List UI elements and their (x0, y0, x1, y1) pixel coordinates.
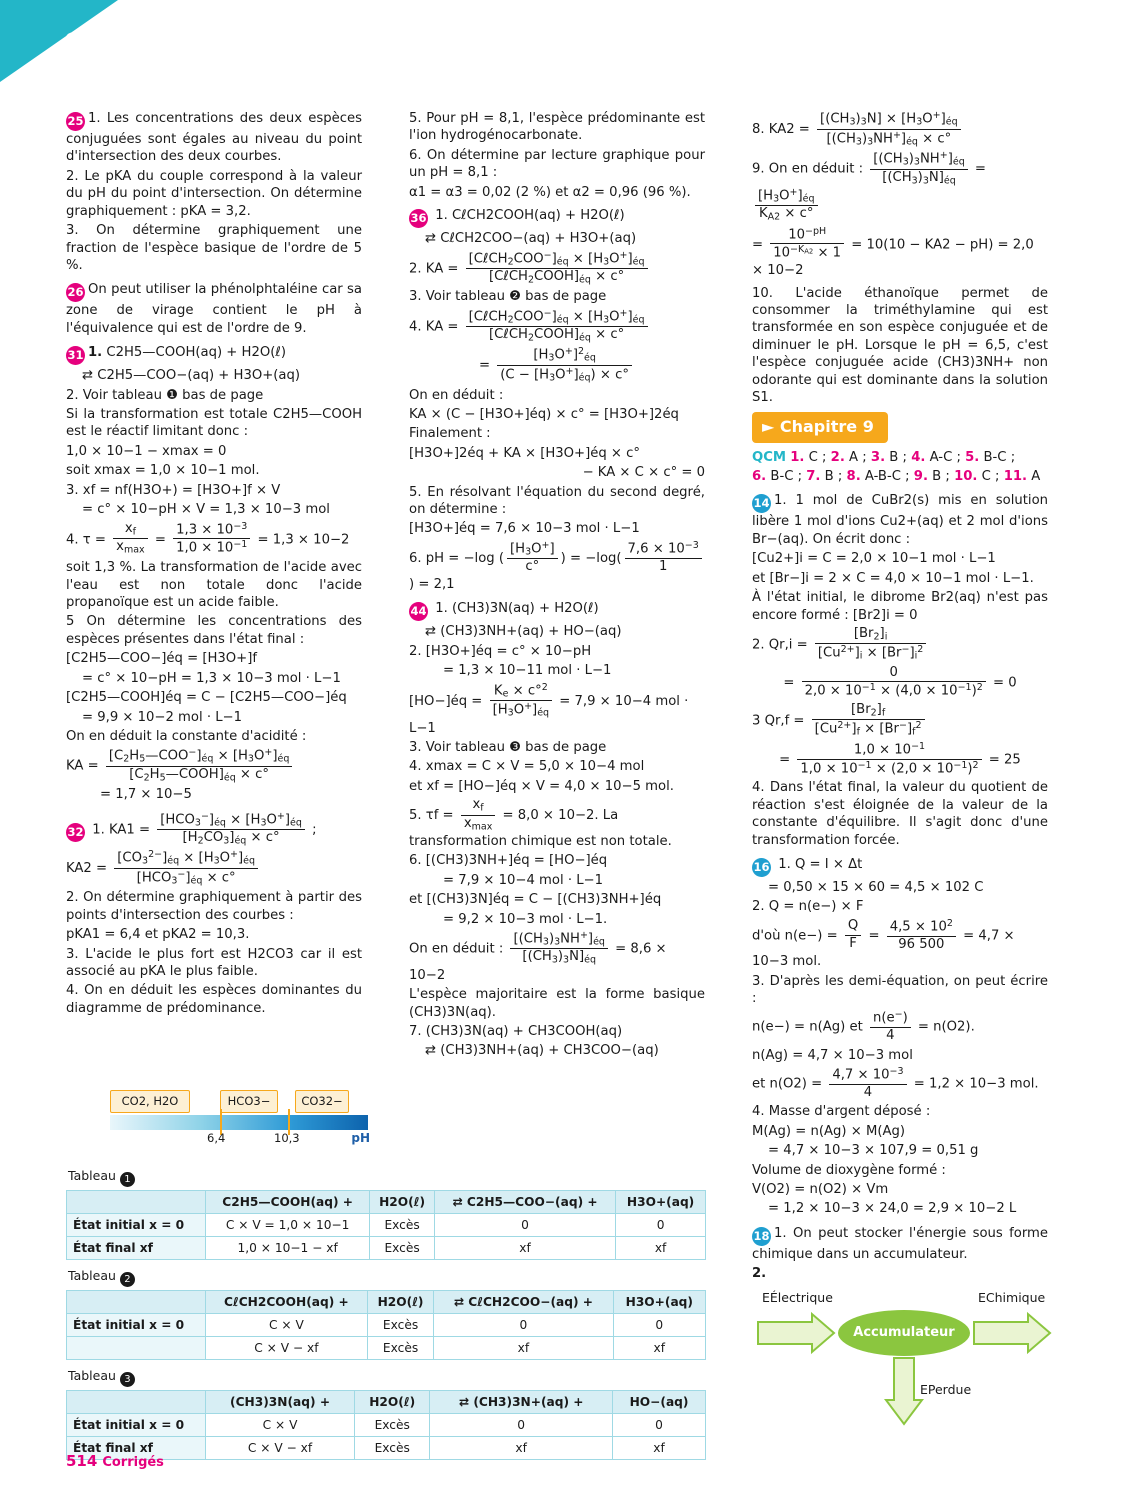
col2-item-6: 6. On détermine par lecture graphique pour un pH = 8,1 : (409, 147, 705, 181)
fraction-tau-values: $\frac{1,3 \times 10^{-3}}{1,0 \times 10^{-1}}$ (173, 521, 250, 558)
exercise-36-line6: KA × (C − [H3O+]éq) × c° = [H3O+]2éq (409, 406, 679, 422)
exercise-16-item-1: 16 1. Q = I × Δt (752, 856, 1048, 877)
exercise-16-item-4b: M(Ag) = n(Ag) × M(Ag) (752, 1123, 906, 1139)
qcm-ans-9: B (932, 469, 942, 484)
fraction-ka-36: $\frac{[C\ell CH_2COO^-]_{éq} \times [H_3O^+]_{éq}}{[C\ell CH_2COOH]_{éq} \times c^\circ}$ (466, 250, 648, 287)
exercise-44-item-7: 7. (CH3)3N(aq) + CH3COOH(aq) (409, 1023, 623, 1039)
exercise-26-item-1: On peut utiliser la phénolphtaléine car sa zone de virage contient le pH à l'équivalence qui est de l'ordre de 9. (66, 282, 362, 336)
exercise-44-item-6d: = 9,2 × 10−3 mol · L−1. (443, 911, 608, 927)
qcm-ans-5: B-C (983, 449, 1007, 465)
exercise-number-badge: 44 (409, 602, 428, 621)
row-label: État initial x = 0 (67, 1314, 206, 1337)
page-footer (66, 1452, 164, 1470)
row-label (67, 1337, 206, 1360)
fraction-ratio: $\frac{[(CH_3)_3NH^+]_{éq}}{[(CH_3)_3N]_{éq}}$ (510, 930, 607, 967)
exercise-31-eq1: C2H5—COOH(aq) + H2O(ℓ) (106, 345, 286, 361)
table-1-block (66, 1168, 706, 1260)
table-1-title: Tableau 1 (68, 1168, 706, 1187)
exercise-18-item-1: 1. On peut stocker l'énergie sous forme chimique dans un accumulateur. (752, 1225, 1048, 1262)
ph-box-0: CO2, H2O (110, 1090, 190, 1113)
exercise-44-eq2: ⇄ (CH3)3NH+(aq) + HO−(aq) (425, 624, 622, 640)
exercise-14-line2: [Cu2+]i = C = 2,0 × 10−1 mol · L−1 (752, 551, 996, 567)
qcm-label: QCM (752, 449, 787, 465)
qcm-ans-11: A (1031, 469, 1041, 484)
cell: Excès (367, 1337, 433, 1360)
th-4: H3O+(aq) (616, 1191, 706, 1214)
cell: xf (613, 1437, 706, 1460)
exercise-26 (66, 281, 362, 337)
exercise-16-item-3: 3. D'après les demi-équation, on peut écrire : (752, 973, 1048, 1006)
cell: 0 (613, 1414, 706, 1437)
page-header-title: Corrigés (64, 30, 170, 55)
fraction-ka-36b: $\frac{[C\ell CH_2COO^-]_{éq} \times [H_3O^+]_{éq}}{[C\ell CH_2COOH]_{éq} \times c^\circ}$ (466, 308, 648, 345)
th-2: H2O(ℓ) (370, 1191, 435, 1214)
qcm-num-5: 5. (965, 449, 980, 465)
exercise-14-item-3: 3 Qr,f = $\frac{[Br_2]_f}{[Cu^{2+}]_f \times [Br^-]_f^2}$ (752, 702, 1048, 739)
qcm-ans-2: A (849, 449, 859, 465)
cell: Excès (355, 1437, 430, 1460)
fraction-ho: $\frac{K_e \times c^\circ^2}{[H_3O^+]_{éq}}$ (490, 682, 553, 720)
exercise-31 (66, 344, 362, 803)
col3-item-9c: = $\frac{10^{-pH}}{10^{-K_{A2}} \times 1}$ = 10(10 − KA2 − pH) = 2,0 × 10−2 (752, 225, 1034, 279)
ph-tick-labels (110, 1130, 368, 1146)
fraction-qrf-values: $\frac{1,0 \times 10^{-1}}{1,0 \times 10^{-1} \times (2,0 \times 10^{-1})^2}$ (797, 741, 981, 778)
qcm-ans-4: A-C (929, 449, 953, 465)
exercise-14-item-2: 2. Qr,i = $\frac{[Br_2]_i}{[Cu^{2+}]_i \times [Br^-]_i^2}$ (752, 626, 1048, 663)
table-row (67, 1237, 706, 1260)
cell: 1,0 × 10−1 − xf (206, 1237, 370, 1260)
table-row (67, 1314, 706, 1337)
footer-label: Corrigés (102, 1455, 164, 1470)
page-number: 514 (66, 1452, 98, 1470)
table-2-block (66, 1268, 706, 1360)
exercise-31-line5: soit xmax = 1,0 × 10−1 mol. (66, 463, 260, 479)
ph-box-2: CO32− (295, 1090, 349, 1113)
cell: Excès (370, 1237, 435, 1260)
qcm-ans-7: B (824, 469, 834, 484)
cell: 0 (616, 1214, 706, 1237)
exercise-31-line15: = 9,9 × 10−2 mol · L−1 (82, 709, 243, 725)
row-label: État final xf (67, 1437, 206, 1460)
exercise-31-ka-value: = 1,7 × 10−5 (100, 787, 192, 803)
exercise-16-item-2: 2. Q = n(e−) × F (752, 899, 864, 915)
qcm-num-7: 7. (806, 469, 821, 484)
cell: 0 (434, 1214, 615, 1237)
exercise-18-item-2: 2. (752, 1266, 767, 1282)
table-3-block (66, 1368, 706, 1460)
exercise-44-item-4b: et xf = [HO−]éq × V = 4,0 × 10−5 mol. (409, 778, 674, 794)
exercise-44-ratio: On en déduit : $\frac{[(CH_3)_3NH^+]_{éq}}{[(CH_3)_3N]_{éq}}$ = 8,6 × 10−2 (409, 929, 667, 983)
cell: xf (430, 1437, 613, 1460)
exercise-16-item-4c: = 4,7 × 10−3 × 107,9 = 0,51 g (768, 1143, 979, 1159)
qcm-ans-10: C (981, 469, 991, 484)
exercise-44-item-2b: = 1,3 × 10−11 mol · L−1 (443, 663, 612, 679)
th-2: H2O(ℓ) (355, 1391, 430, 1414)
fraction-9c: $\frac{10^{-pH}}{10^{-K_{A2}} \times 1}$ (770, 226, 844, 263)
table-header-row (67, 1291, 706, 1314)
exercise-31-line14: [C2H5—COOH]éq = C − [C2H5—COO−]éq (66, 690, 347, 706)
th-2: H2O(ℓ) (367, 1291, 433, 1314)
exercise-31-item-5: 5 On détermine les concentrations des espèces présentes dans l'état final : (66, 614, 362, 647)
exercise-44-item-1: 44 1. (CH3)3N(aq) + H2O(ℓ) (409, 600, 705, 621)
exercise-36-eq2: ⇄ CℓCH2COO−(aq) + H3O+(aq) (425, 231, 637, 247)
exercise-14-item-2b: = $\frac{0}{2,0 \times 10^{-1} \times (4,0 \times 10^{-1})^2}$ = 0 (783, 664, 1017, 699)
exercise-44-item-4: 4. xmax = C × V = 5,0 × 10−4 mol (409, 759, 645, 775)
exercise-number-badge: 31 (66, 346, 85, 365)
row-label: État initial x = 0 (67, 1414, 206, 1437)
qcm-ans-3: B (889, 449, 899, 465)
log-expression-2: ( $\frac{7,6 \times 10^{-3}}{1}$ ) (409, 551, 705, 592)
exercise-36-item-4b: = $\frac{[H_3O^+]^2_{éq}}{(C - [H_3O^+]_{éq}) \times c^\circ}$ (409, 346, 705, 384)
exercise-31-note: Si la transformation est totale C2H5—COOH est le réactif limitant donc : (66, 407, 362, 440)
exercise-31-line13: = c° × 10−pH = 1,3 × 10−3 mol · L−1 (82, 670, 341, 686)
col3-item-8: 8. KA2 = $\frac{[(CH_3)_3N] \times [H_3O^+]_{éq}}{[(CH_3)_3NH^+]_{éq} \times c^\circ}$ (752, 110, 1048, 148)
row-label: État final xf (67, 1237, 206, 1260)
th-4: H3O+(aq) (613, 1291, 705, 1314)
exercise-16-item-4d: Volume de dioxygène formé : (752, 1162, 946, 1178)
cell: 0 (430, 1414, 613, 1437)
qcm-num-11: 11. (1003, 469, 1028, 484)
exercise-36 (409, 207, 705, 593)
ph-tick-label-1: 10,3 (274, 1131, 300, 1145)
row-label: État initial x = 0 (67, 1214, 206, 1237)
exercise-44 (409, 600, 705, 1059)
cell: 0 (613, 1314, 705, 1337)
fraction-qri: $\frac{[Br_2]_i}{[Cu^{2+}]_i \times [Br^-]_i^2}$ (815, 626, 926, 663)
fraction-9-right: $\frac{[H_3O^+]_{éq}}{K_{A2} \times c^\circ}$ (755, 187, 818, 224)
table-header-row (67, 1391, 706, 1414)
exercise-44-item-2: 2. [H3O+]éq = c° × 10−pH (409, 643, 592, 659)
qcm-num-4: 4. (911, 449, 926, 465)
exercise-number-badge: 14 (752, 494, 771, 513)
qcm-num-2: 2. (830, 449, 845, 465)
table-1-number: 1 (120, 1172, 135, 1187)
exercise-44-item-6: 6. [(CH3)3NH+]éq = [HO−]éq (409, 853, 608, 869)
exercise-36-item-1: 36 1. CℓCH2COOH(aq) + H2O(ℓ) (409, 207, 705, 228)
exercise-32-ka2: KA2 = $\frac{[CO_3^{2-}]_{éq} \times [H_3O^+]_{éq}}{[HCO_3^-]_{éq} \times c^\circ}$ (66, 849, 362, 887)
exercise-31-line16: On en déduit la constante d'acidité : (66, 728, 307, 744)
exercise-31-item-4: 4. τ = $\frac{x_f}{x_{max}}$ = $\frac{1,3 \times 10^{-3}}{1,0 \times 10^{-1}}$ = 1,3 × 10−2 (66, 520, 350, 556)
table-row (67, 1414, 706, 1437)
exercise-14-item-4: 4. Dans l'état final, la valeur du quotient de réaction s'est éloignée de la valeur de la constante d'équilibre. Il s'agit donc d'une transformation forcée. (752, 780, 1048, 848)
cell: Excès (355, 1414, 430, 1437)
reaction-table-1 (66, 1190, 706, 1260)
th-3: ⇄ CℓCH2COO−(aq) + (434, 1291, 613, 1314)
exercise-16-item-4f: = 1,2 × 10−3 × 24,0 = 2,9 × 10−2 L (768, 1201, 1017, 1217)
qcm-ans-8: A-B-C (864, 469, 901, 484)
exercise-14 (752, 492, 1048, 849)
exercise-44-conclusion: L'espèce majoritaire est la forme basique (CH3)3N(aq). (409, 987, 705, 1020)
exercise-16-item-4e: V(O2) = n(O2) × Vm (752, 1181, 889, 1197)
qcm-num-10: 10. (954, 469, 978, 484)
exercise-number-badge: 25 (66, 112, 85, 131)
th-0 (67, 1291, 206, 1314)
exercise-32-item-3: 3. L'acide le plus fort est H2CO3 car il est associé au pKA le plus faible. (66, 946, 362, 980)
th-1: CℓCH2COOH(aq) + (206, 1291, 368, 1314)
table-3-number: 3 (120, 1372, 135, 1387)
exercise-25 (66, 110, 362, 274)
table-2-title: Tableau 2 (68, 1268, 706, 1287)
column-3 (752, 110, 1048, 1290)
exercise-36-item-4: 4. KA = $\frac{[C\ell CH_2COO^-]_{éq} \times [H_3O^+]_{éq}}{[C\ell CH_2COOH]_{éq} \times c^\circ}$ (409, 308, 705, 345)
table-3-title: Tableau 3 (68, 1368, 706, 1387)
fraction-q-f-values: $\frac{4,5 \times 10^2}{96 500}$ (887, 918, 956, 953)
qcm-num-3: 3. (870, 449, 886, 465)
exercise-36-line7: Finalement : (409, 426, 491, 442)
cell: xf (616, 1237, 706, 1260)
exercise-44-item-3: 3. Voir tableau ❸ bas de page (409, 740, 607, 756)
fraction-ka: $\frac{[C_2H_5—COO^-]_{éq} \times [H_3O^+]_{éq}}{[C_2H_5—COOH]_{éq} \times c^\circ}$ (106, 747, 292, 784)
fraction-ka2: $\frac{[CO_3^{2-}]_{éq} \times [H_3O^+]_{éq}}{[HCO_3^-]_{éq} \times c^\circ}$ (114, 849, 258, 887)
exercise-31-line7: = c° × 10−pH × V = 1,3 × 10−3 mol (82, 502, 330, 518)
exercise-31-eq2: ⇄ C2H5—COO−(aq) + H3O+(aq) (82, 368, 301, 384)
exercise-14-item-3b: = $\frac{1,0 \times 10^{-1}}{1,0 \times 10^{-1} \times (2,0 \times 10^{-1})^2}$ = 25 (779, 740, 1021, 776)
ph-predominance-diagram (110, 1090, 368, 1146)
exercise-14-item-1: 1. 1 mol de CuBr2(s) mis en solution libère 1 mol d'ions Cu2+(aq) et 2 mol d'ions Br−(aq). On écrit donc : (752, 493, 1048, 547)
exercise-number-badge: 36 (409, 209, 428, 228)
ph-axis-bar (110, 1115, 368, 1130)
exercise-44-ho: [HO−]éq = $\frac{K_e \times c^\circ^2}{[H_3O^+]_{éq}}$ = 7,9 × 10−4 mol · L−1 (409, 681, 689, 736)
exercise-32 (66, 811, 362, 1018)
chapter-banner: ► Chapitre 9 (752, 412, 888, 442)
cell: xf (434, 1337, 613, 1360)
exercise-31-conclusion: soit 1,3 %. La transformation de l'acide avec l'eau est non totale donc l'acide propanoïque est un acide faible. (66, 560, 362, 610)
qcm-line-2: 6. B-C ; 7. B ; 8. A-B-C ; 9. B ; 10. C ; 11. A (752, 469, 1041, 484)
qcm-num-9: 9. (913, 469, 928, 484)
exercise-14-line3: et [Br−]i = 2 × C = 4,0 × 10−1 mol · L−1. (752, 570, 1034, 586)
fraction-ne-4: $\frac{n(e^-)}{4}$ (870, 1009, 911, 1044)
cell: xf (434, 1237, 615, 1260)
exercise-36-item-2: 2. KA = $\frac{[C\ell CH_2COO^-]_{éq} \times [H_3O^+]_{éq}}{[C\ell CH_2COOH]_{éq} \times c^\circ}$ (409, 250, 705, 287)
label-lost-energy: EPerdue (920, 1382, 972, 1397)
log-expression-1: ( $\frac{[H_3O^+]}{c^\circ}$ ) (498, 539, 566, 575)
exercise-number-badge: 26 (66, 283, 85, 302)
exercise-14-line4: À l'état initial, le dibrome Br2(aq) n'est pas encore formé : [Br2]i = 0 (752, 590, 1048, 623)
exercise-32-item-2: 2. On détermine graphiquement à partir des points d'intersection des courbes : (66, 890, 362, 923)
ph-box-1: HCO3− (220, 1090, 278, 1113)
table-header-row (67, 1191, 706, 1214)
fraction-qrf: $\frac{[Br_2]_f}{[Cu^{2+}]_f \times [Br^-]_f^2}$ (812, 702, 925, 739)
qcm-num-1: 1. (790, 449, 805, 465)
exercise-31-item-2: 2. Voir tableau ❶ bas de page (66, 387, 264, 403)
exercise-44-item-6b: = 7,9 × 10−4 mol · L−1 (443, 872, 604, 888)
fraction-ka1: $\frac{[HCO_3^-]_{éq} \times [H_3O^+]_{éq}}{[H_2CO_3]_{éq} \times c^\circ}$ (157, 811, 305, 848)
fraction-ka2-c3: $\frac{[(CH_3)_3N] \times [H_3O^+]_{éq}}{[(CH_3)_3NH^+]_{éq} \times c^\circ}$ (817, 110, 961, 148)
column-2 (409, 110, 705, 1067)
exercise-32-pka: pKA1 = 6,4 et pKA2 = 10,3. (66, 927, 250, 943)
exercise-44-item-7b: ⇄ (CH3)3NH+(aq) + CH3COO−(aq) (425, 1043, 659, 1059)
qcm-ans-1: C (808, 449, 818, 465)
th-0 (67, 1191, 206, 1214)
exercise-16-item-3e: et n(O2) = $\frac{4,7 \times 10^{-3}}{4}$ = 1,2 × 10−3 mol. (752, 1066, 1039, 1100)
th-3: ⇄ C2H5—COO−(aq) + (434, 1191, 615, 1214)
th-0 (67, 1391, 206, 1414)
label-chemical-energy: EChimique (978, 1290, 1046, 1305)
table-row (67, 1214, 706, 1237)
exercise-25-item-1: 1. Les concentrations des deux espèces conjuguées sont égales au niveau du point d'intersection des deux courbes. (66, 111, 362, 165)
col2-item-6b: α1 = α3 = 0,02 (2 %) et α2 = 0,96 (96 %). (409, 184, 691, 200)
exercise-31-line4: 1,0 × 10−1 − xmax = 0 (66, 443, 227, 459)
exercise-16-line1b: = 0,50 × 15 × 60 = 4,5 × 102 C (768, 879, 984, 895)
exercise-16-item-3d: n(Ag) = 4,7 × 10−3 mol (752, 1047, 913, 1063)
cell: C × V (206, 1414, 355, 1437)
reaction-table-3 (66, 1390, 706, 1460)
fraction-tauf: $\frac{x_f}{x_{max}}$ (461, 797, 496, 833)
ph-tick-label-0: 6,4 (207, 1131, 226, 1145)
col2-item-5: 5. Pour pH = 8,1, l'espèce prédominante est l'ion hydrogénocarbonate. (409, 111, 705, 144)
accumulator-node: Accumulateur (838, 1310, 970, 1356)
exercise-31-ka: KA = $\frac{[C_2H_5—COO^-]_{éq} \times [H_3O^+]_{éq}}{[C_2H_5—COOH]_{éq} \times c^\circ}$ (66, 747, 362, 784)
cell: C × V = 1,0 × 10−1 (206, 1214, 370, 1237)
exercise-16-item-4: 4. Masse d'argent déposé : (752, 1104, 931, 1120)
exercise-44-item-5: 5. τf = $\frac{x_f}{x_{max}}$ = 8,0 × 10−2. La transformation chimique est non totale. (409, 797, 672, 849)
reaction-table-2 (66, 1290, 706, 1360)
exercise-36-line11: [H3O+]éq = 7,6 × 10−3 mol · L−1 (409, 521, 640, 537)
fraction-9-left: $\frac{[(CH_3)_3NH^+]_{éq}}{[(CH_3)_3N]_{éq}}$ (870, 150, 967, 187)
exercise-number-badge: 18 (752, 1227, 771, 1246)
qcm-num-6: 6. (752, 469, 767, 484)
exercise-25-item-3: 3. On détermine graphiquement une fraction de l'espèce basique de l'ordre de 5 %. (66, 223, 362, 273)
exercise-18 (752, 1225, 1048, 1283)
exercise-32-item-1: 32 1. KA1 = $\frac{[HCO_3^-]_{éq} \times [H_3O^+]_{éq}}{[H_2CO_3]_{éq} \times c^\circ}$ ; (67, 810, 317, 847)
fraction-no2: $\frac{4,7 \times 10^{-3}}{4}$ (829, 1066, 906, 1101)
exercise-36-line8: [H3O+]2éq + KA × [H3O+]éq × c° (409, 445, 640, 461)
cell: Excès (370, 1214, 435, 1237)
qcm-num-8: 8. (846, 469, 861, 484)
th-3: ⇄ (CH3)3N+(aq) + (430, 1391, 613, 1414)
exercise-32-item-4: 4. On en déduit les espèces dominantes du diagramme de prédominance. (66, 983, 362, 1016)
ph-axis-label: pH (351, 1131, 370, 1145)
exercise-36-item-5: 5. En résolvant l'équation du second degré, on détermine : (409, 484, 705, 518)
accumulator-diagram (752, 1282, 1052, 1432)
exercise-16-item-3b: n(e−) = n(Ag) et $\frac{n(e^-)}{4}$ = n(O2). (752, 1009, 975, 1044)
exercise-31-item-1: 1. (88, 345, 103, 361)
cell: xf (613, 1337, 705, 1360)
th-4: HO−(aq) (613, 1391, 706, 1414)
label-electrical-energy: EÉlectrique (762, 1290, 833, 1305)
cell: 0 (434, 1314, 613, 1337)
col3-item-10: 10. L'acide éthanoïque permet de consommer la triméthylamine qui est transformée en son espèce conjuguée et de diminuer le pH. Lorsque le pH = 6,5, c'est l'espèce conjuguée acide (CH3)3NH+ non odorante qui est dominante dans la solution S1. (752, 285, 1048, 406)
exercise-36-item-3: 3. Voir tableau ❷ bas de page (409, 289, 607, 305)
th-1: C2H5—COOH(aq) + (206, 1191, 370, 1214)
cell: C × V − xf (206, 1437, 355, 1460)
qcm-ans-6: B-C (770, 469, 794, 484)
exercise-number-badge: 16 (752, 858, 771, 877)
fraction-qri-values: $\frac{0}{2,0 \times 10^{-1} \times (4,0 \times 10^{-1})^2}$ (802, 665, 986, 700)
cell: C × V (206, 1314, 368, 1337)
fraction-ka-36c: $\frac{[H_3O^+]^2_{éq}}{(C - [H_3O^+]_{éq}) \times c^\circ}$ (497, 346, 632, 384)
column-1 (66, 110, 362, 1024)
col3-item-9: 9. On en déduit : $\frac{[(CH_3)_3NH^+]_{éq}}{[(CH_3)_3N]_{éq}}$ = $\frac{[H_3O^+]_{éq}}{K_{A2} \times c^\circ}$ (752, 150, 986, 223)
cell: C × V − xf (206, 1337, 368, 1360)
qcm-line-1: QCM 1. C ; 2. A ; 3. B ; 4. A-C ; 5. B-C ; (752, 449, 1016, 465)
th-1: (CH3)3N(aq) + (206, 1391, 355, 1414)
exercise-16-item-2b: d'où n(e−) = $\frac{Q}{F}$ = $\frac{4,5 \times 10^2}{96 500}$ = 4,7 × 10−3 mol. (752, 917, 1015, 970)
exercise-16 (752, 856, 1048, 1218)
exercise-25-item-2: 2. Le pKA du couple correspond à la valeur du pH du point d'intersection. On détermine graphiquement : pKA = 3,2. (66, 168, 362, 219)
fraction-tau: $\frac{x_f}{x_{max}}$ (113, 521, 148, 557)
table-row (67, 1337, 706, 1360)
exercise-36-line9: − KA × C × c° = 0 (582, 465, 705, 481)
exercise-36-item-6: 6. pH = −log ( $\frac{[H_3O^+]}{c^\circ}$ ) = −log( $\frac{7,6 \times 10^{-3}}{1}$ ) = 2,1 (409, 540, 705, 593)
fraction-q-f: $\frac{Q}{F}$ (845, 918, 861, 952)
exercise-44-item-6c: et [(CH3)3N]éq = C − [(CH3)3NH+]éq (409, 892, 662, 908)
exercise-36-line5: On en déduit : (409, 387, 504, 403)
exercise-31-line12: [C2H5—COO−]éq = [H3O+]f (66, 651, 257, 667)
cell: Excès (367, 1314, 433, 1337)
table-2-number: 2 (120, 1272, 135, 1287)
ph-diagram-boxes (110, 1090, 368, 1112)
exercise-31-item-3: 3. xf = nf(H3O+) = [H3O+]f × V (66, 482, 281, 498)
exercise-number-badge: 32 (66, 823, 85, 842)
